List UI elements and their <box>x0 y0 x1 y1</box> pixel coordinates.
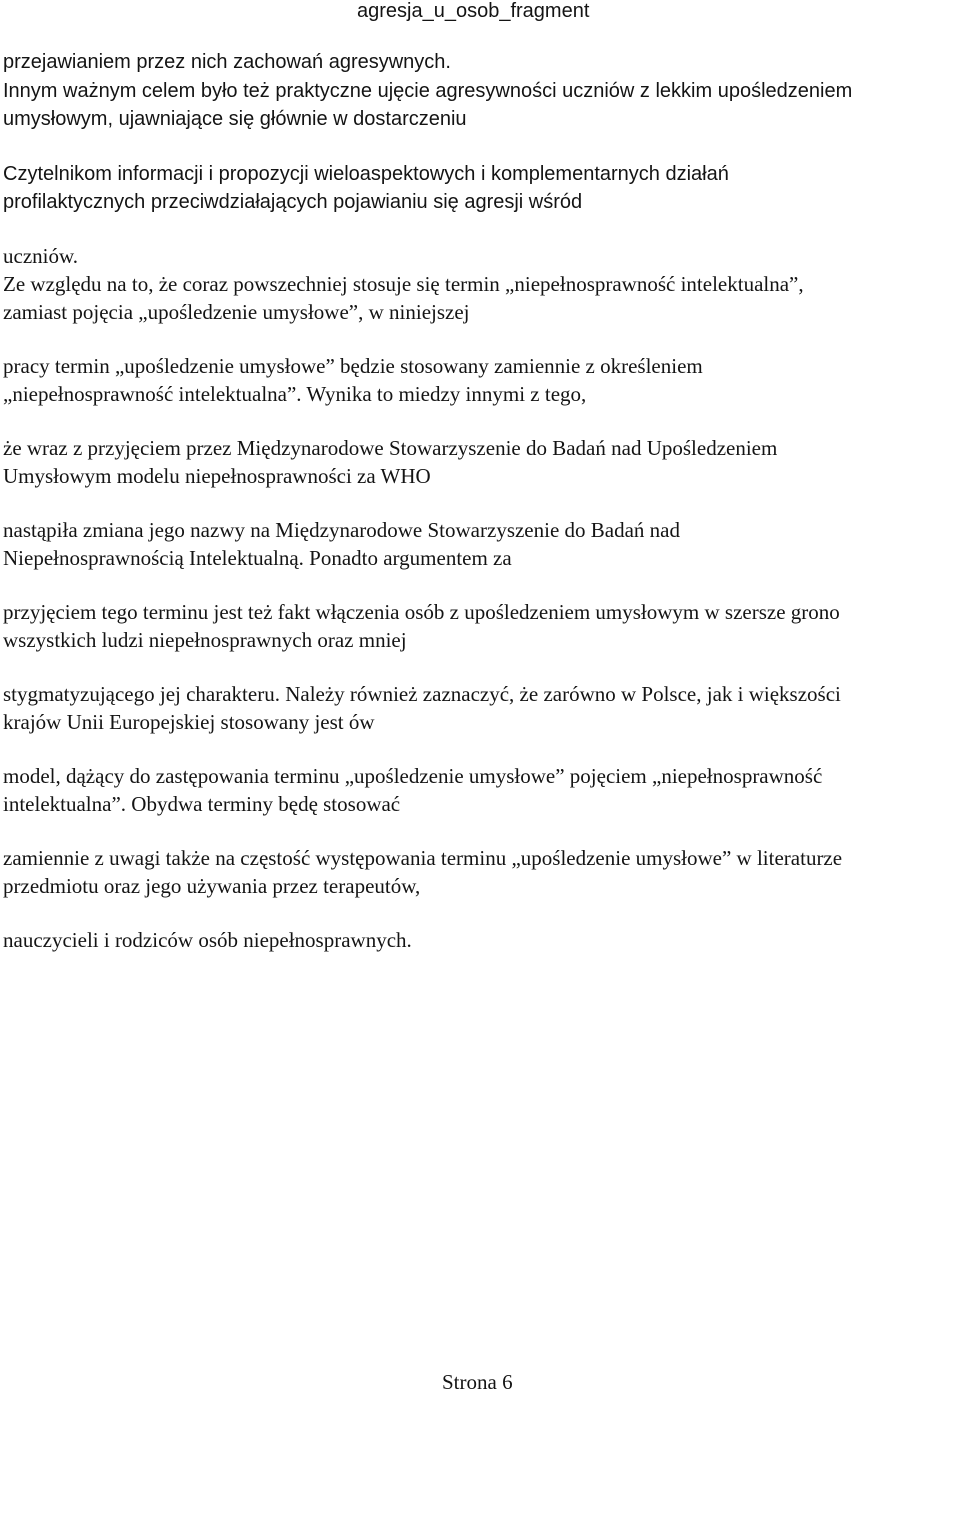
text-line: pracy termin „upośledzenie umysłowe” będzie stosowany zamiennie z określeniem <box>3 354 703 378</box>
text-line: umysłowym, ujawniające się głównie w dostarczeniu <box>3 108 467 130</box>
text-line: Innym ważnym celem było też praktyczne ujęcie agresywności uczniów z lekkim upośledzeniem <box>3 80 853 102</box>
text-line: Czytelnikom informacji i propozycji wieloaspektowych i komplementarnych działań <box>3 163 729 185</box>
text-line: zamiennie z uwagi także na częstość występowania terminu „upośledzenie umysłowe” w literaturze <box>3 846 843 870</box>
text-line: wszystkich ludzi niepełnosprawnych oraz mniej <box>3 628 407 652</box>
text-line: krajów Unii Europejskiej stosowany jest ów <box>3 710 375 734</box>
text-line: intelektualna”. Obydwa terminy będę stosować <box>3 792 401 816</box>
text-line: Umysłowym modelu niepełnosprawności za WHO <box>3 464 431 488</box>
text-line: przedmiotu oraz jego używania przez terapeutów, <box>3 874 421 898</box>
text-line: nastąpiła zmiana jego nazwy na Międzynarodowe Stowarzyszenie do Badań nad <box>3 518 681 542</box>
text-line: stygmatyzującego jej charakteru. Należy również zaznaczyć, że zarówno w Polsce, jak i większości <box>3 682 841 706</box>
text-line: model, dążący do zastępowania terminu „upośledzenie umysłowe” pojęciem „niepełnosprawność <box>3 764 823 788</box>
page-number: Strona 6 <box>442 1370 513 1394</box>
text-line: nauczycieli i rodziców osób niepełnosprawnych. <box>3 928 412 952</box>
text-line: że wraz z przyjęciem przez Międzynarodowe Stowarzyszenie do Badań nad Upośledzeniem <box>3 436 778 460</box>
text-line: Ze względu na to, że coraz powszechniej stosuje się termin „niepełnosprawność intelektualna”, <box>3 272 804 296</box>
text-line: przyjęciem tego terminu jest też fakt włączenia osób z upośledzeniem umysłowym w szersze grono <box>3 600 840 624</box>
document-header-title: agresja_u_osob_fragment <box>357 0 590 22</box>
text-line: profilaktycznych przeciwdziałających pojawianiu się agresji wśród <box>3 191 583 213</box>
text-line: uczniów. <box>3 244 79 268</box>
text-line: „niepełnosprawność intelektualna”. Wynika to miedzy innymi z tego, <box>3 382 587 406</box>
text-line: Niepełnosprawnością Intelektualną. Ponadto argumentem za <box>3 546 512 570</box>
text-line: przejawianiem przez nich zachowań agresywnych. <box>3 51 451 73</box>
text-line: zamiast pojęcia „upośledzenie umysłowe”, w niniejszej <box>3 300 470 324</box>
